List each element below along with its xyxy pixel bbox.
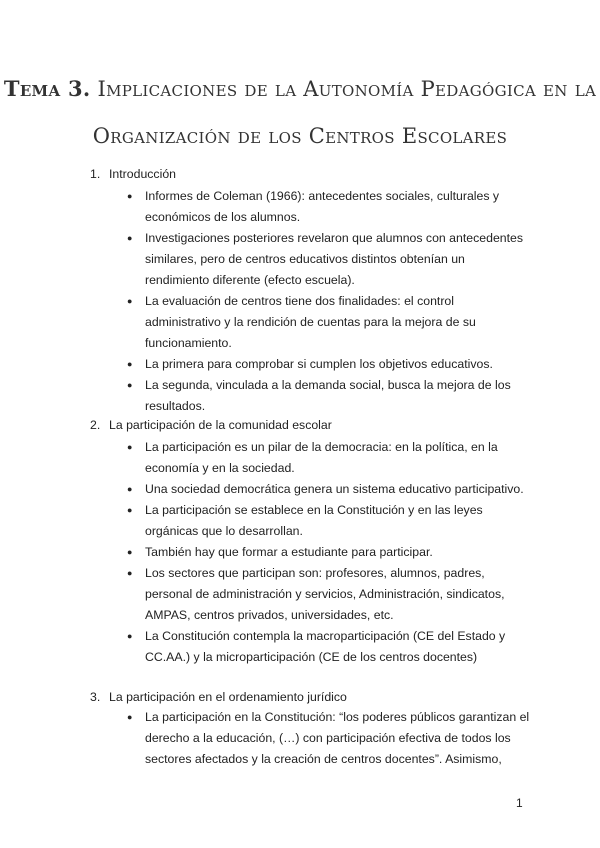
- page-number: 1: [516, 796, 523, 810]
- list-item-text: La participación en la Constitución: “los poderes públicos garantizan el derecho a la educación, (…) con participación efectiva de todos los sectores afectados y la creación de centros docentes”. Asimismo,: [145, 710, 530, 766]
- bullet-list: [0, 186, 600, 417]
- list-item: [0, 375, 600, 417]
- list-item-text: Los sectores que participan son: profesores, alumnos, padres, personal de administración y servicios, Administración, sindicatos, AMPAS, centros privados, universidades, etc.: [145, 566, 505, 622]
- bullet-icon: ●: [127, 712, 133, 722]
- bullet-icon: ●: [127, 505, 133, 515]
- bullet-icon: ●: [127, 631, 133, 641]
- section-heading: [90, 415, 332, 436]
- list-item-text: La evaluación de centros tiene dos finalidades: el control administrativo y la rendición de cuentas para la mejora de su funcionamiento.: [145, 294, 476, 350]
- section-title: Introducción: [109, 167, 176, 181]
- bullet-list: [0, 707, 600, 770]
- bullet-icon: ●: [127, 484, 133, 494]
- section-number: 3.: [90, 690, 101, 704]
- list-item-text: La primera para comprobar si cumplen los objetivos educativos.: [145, 357, 493, 371]
- bullet-icon: ●: [127, 442, 133, 452]
- list-item: [0, 228, 600, 291]
- title-rest: Implicaciones de la Autonomía Pedagógica en la: [97, 77, 597, 101]
- list-item: [0, 186, 600, 228]
- bullet-icon: ●: [127, 296, 133, 306]
- section-number: 1.: [90, 167, 101, 181]
- section-heading: [90, 164, 176, 185]
- list-item: [0, 291, 600, 354]
- document-title-line-1: [0, 76, 600, 101]
- list-item-text: La Constitución contempla la macroparticipación (CE del Estado y CC.AA.) y la microparticipación (CE de los centros docentes): [145, 629, 506, 664]
- bullet-icon: ●: [127, 191, 133, 201]
- list-item-text: Una sociedad democrática genera un sistema educativo participativo.: [145, 482, 524, 496]
- bullet-icon: ●: [127, 380, 133, 390]
- bullet-icon: ●: [127, 568, 133, 578]
- list-item-text: Investigaciones posteriores revelaron que alumnos con antecedentes similares, pero de centros educativos distintos obtenían un rendimiento diferente (efecto escuela).: [145, 231, 524, 287]
- list-item: [0, 542, 600, 563]
- bullet-icon: ●: [127, 359, 133, 369]
- list-item-text: La participación es un pilar de la democracia: en la política, en la economía y en la sociedad.: [145, 440, 498, 475]
- bullet-icon: ●: [127, 547, 133, 557]
- list-item: [0, 626, 600, 668]
- list-item-text: También hay que formar a estudiante para participar.: [145, 545, 433, 559]
- list-item: [0, 500, 600, 542]
- list-item-text: La segunda, vinculada a la demanda social, busca la mejora de los resultados.: [145, 378, 511, 413]
- bullet-icon: ●: [127, 233, 133, 243]
- section-title: La participación de la comunidad escolar: [109, 418, 332, 432]
- section-heading: [90, 687, 347, 708]
- list-item: [0, 479, 600, 500]
- list-item: [0, 707, 600, 770]
- document-title-line-2: Organización de los Centros Escolares: [92, 124, 508, 148]
- list-item-text: La participación se establece en la Constitución y en las leyes orgánicas que lo desarrollan.: [145, 503, 483, 538]
- list-item: [0, 563, 600, 626]
- list-item: [0, 437, 600, 479]
- section-number: 2.: [90, 418, 101, 432]
- title-lead: Tema 3.: [3, 76, 91, 101]
- bullet-list: [0, 437, 600, 668]
- list-item-text: Informes de Coleman (1966): antecedentes sociales, culturales y económicos de los alumnos.: [145, 189, 500, 224]
- section-title: La participación en el ordenamiento jurídico: [109, 690, 347, 704]
- list-item: [0, 354, 600, 375]
